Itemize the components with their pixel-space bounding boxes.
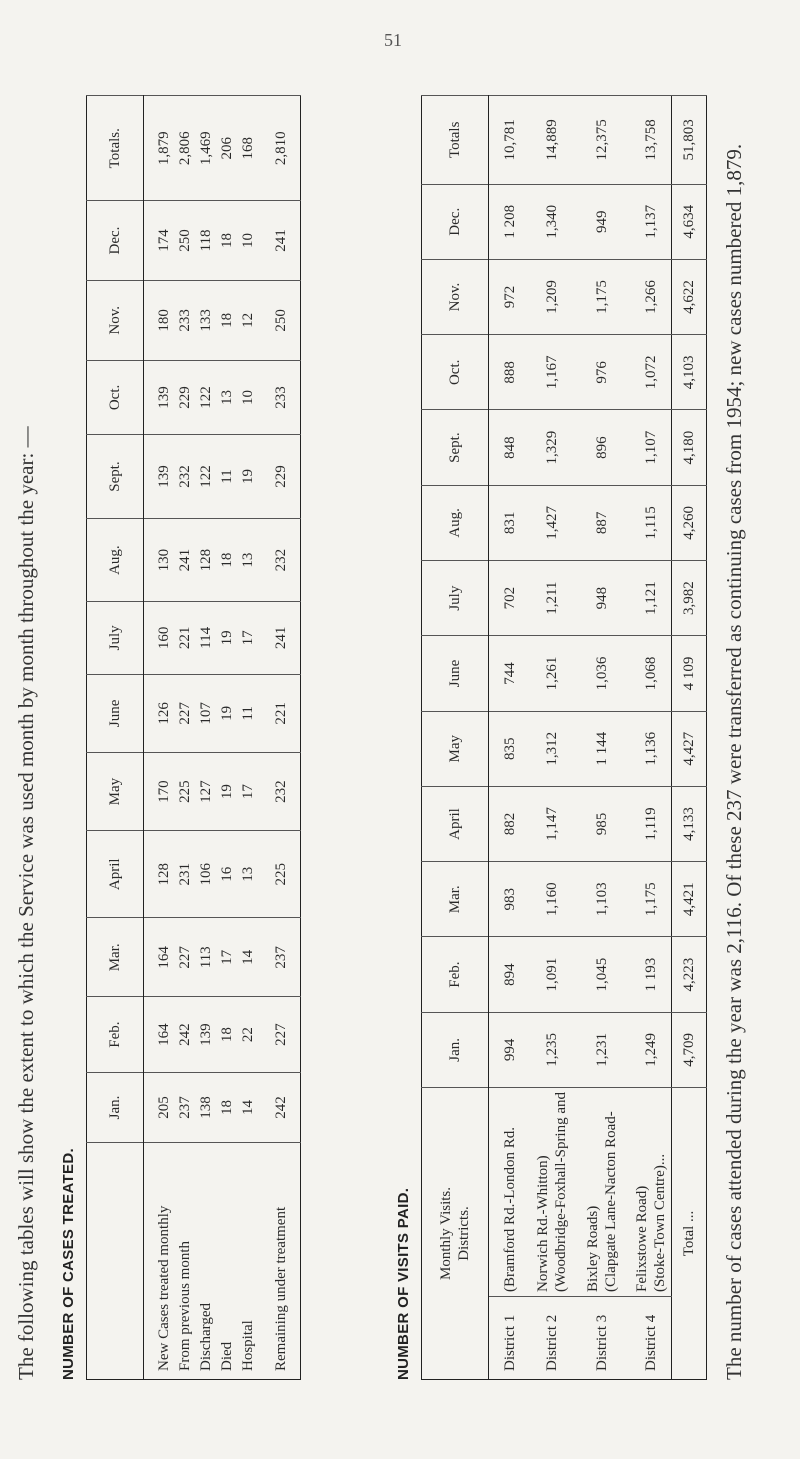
row-label: Remaining under treatment [259, 1143, 301, 1380]
cell: 11 [217, 434, 238, 518]
cell-total: 206 [217, 96, 238, 201]
visits-table [421, 95, 707, 1380]
cell: 848 [489, 410, 532, 485]
visits-col-apr: April [422, 786, 489, 861]
cell: 1,072 [631, 335, 672, 410]
total-cell: 4 109 [672, 636, 707, 711]
visits-heading: NUMBER OF VISITS PAID. [395, 1187, 412, 1380]
cell: 19 [217, 601, 238, 674]
cell: 994 [489, 1012, 532, 1087]
cell: 130 [144, 519, 176, 602]
cell: 133 [196, 280, 217, 361]
cell: 250 [259, 280, 301, 361]
total-cell: 4,103 [672, 335, 707, 410]
cases-col-sep: Sept. [87, 434, 144, 518]
visits-col-jul: July [422, 561, 489, 636]
cell-total: 2,806 [175, 96, 196, 201]
cases-row-hospital [238, 96, 259, 1380]
total-cell: 4,223 [672, 937, 707, 1012]
cell: 127 [196, 752, 217, 830]
cell: 174 [144, 201, 176, 280]
cases-col-may: May [87, 752, 144, 830]
cell: 744 [489, 636, 532, 711]
roads-line: (Bramford Rd.-London Rd. [502, 1127, 518, 1292]
cell: 106 [196, 831, 217, 918]
cell-total: 168 [238, 96, 259, 201]
visits-col-mar: Mar. [422, 862, 489, 937]
total-cell: 4,634 [672, 184, 707, 259]
cell: 250 [175, 201, 196, 280]
cell: 896 [573, 410, 631, 485]
cell: 1,068 [631, 636, 672, 711]
cell-total: 12,375 [573, 96, 631, 185]
cell: 205 [144, 1072, 176, 1142]
cases-col-totals: Totals. [87, 96, 144, 201]
cell: 1,175 [631, 862, 672, 937]
cell-total: 13,758 [631, 96, 672, 185]
visits-header-districts [422, 1087, 489, 1379]
cell: 949 [573, 184, 631, 259]
cell: 241 [175, 519, 196, 602]
cell: 18 [217, 519, 238, 602]
row-label: From previous month [175, 1143, 196, 1380]
cell: 1,136 [631, 711, 672, 786]
cell: 128 [144, 831, 176, 918]
cell: 232 [259, 752, 301, 830]
cell: 1,312 [531, 711, 573, 786]
cell: 231 [175, 831, 196, 918]
visits-col-jun: June [422, 636, 489, 711]
cell: 1 193 [631, 937, 672, 1012]
cell: 1,036 [573, 636, 631, 711]
total-cell: 3,982 [672, 561, 707, 636]
cases-col-apr: April [87, 831, 144, 918]
cell: 1,209 [531, 259, 573, 334]
cell: 1,119 [631, 786, 672, 861]
cell: 221 [259, 674, 301, 752]
rotated-page-content [0, 50, 800, 1430]
roads-line: (Clapgate Lane-Nacton Road- [603, 1111, 619, 1292]
cell: 11 [238, 674, 259, 752]
cell: 22 [238, 997, 259, 1073]
visits-col-jan: Jan. [422, 1012, 489, 1087]
cell: 983 [489, 862, 532, 937]
cell: 17 [217, 918, 238, 997]
cell: 160 [144, 601, 176, 674]
cell: 227 [259, 997, 301, 1073]
page-number: 51 [384, 30, 402, 50]
cell: 1,329 [531, 410, 573, 485]
total-cell: 4,709 [672, 1012, 707, 1087]
visits-col-feb: Feb. [422, 937, 489, 1012]
cell: 1,121 [631, 561, 672, 636]
cell: 122 [196, 361, 217, 435]
total-cell: 4,180 [672, 410, 707, 485]
roads-line: Felixstowe Road) [634, 1185, 650, 1292]
cell: 10 [238, 201, 259, 280]
cell: 1,231 [573, 1012, 631, 1087]
cell: 18 [217, 280, 238, 361]
cell: 164 [144, 918, 176, 997]
row-label: Discharged [196, 1143, 217, 1380]
cell: 122 [196, 434, 217, 518]
cell: 10 [238, 361, 259, 435]
cell: 232 [259, 519, 301, 602]
visits-header-row [422, 96, 489, 1380]
cases-header-blank [87, 1143, 144, 1380]
cell: 882 [489, 786, 532, 861]
cell: 18 [217, 997, 238, 1073]
cell: 225 [175, 752, 196, 830]
cases-row-remaining [259, 96, 301, 1380]
cell-total: 14,889 [531, 96, 573, 185]
cell: 887 [573, 485, 631, 560]
roads-line: (Woodbridge-Foxhall-Spring and [553, 1091, 569, 1292]
cell: 835 [489, 711, 532, 786]
cell: 107 [196, 674, 217, 752]
cell: 702 [489, 561, 532, 636]
district-roads [631, 1087, 672, 1296]
cases-table [86, 95, 301, 1380]
cell: 1,266 [631, 259, 672, 334]
roads-line: Bixley Roads) [585, 1205, 601, 1292]
visits-col-oct: Oct. [422, 335, 489, 410]
cell: 19 [238, 434, 259, 518]
cell: 1,137 [631, 184, 672, 259]
cell: 113 [196, 918, 217, 997]
visits-row-district-1 [489, 96, 532, 1380]
cell: 976 [573, 335, 631, 410]
cases-row-died [217, 96, 238, 1380]
roads-line: (Stoke-Town Centre)... [652, 1153, 668, 1292]
cell: 948 [573, 561, 631, 636]
cell: 229 [175, 361, 196, 435]
district-roads [573, 1087, 631, 1296]
visits-header-sub: Districts. [456, 1206, 472, 1261]
district-roads [531, 1087, 573, 1296]
cases-col-dec: Dec. [87, 201, 144, 280]
cell: 1,147 [531, 786, 573, 861]
visits-row-district-4 [631, 96, 672, 1380]
visits-col-nov: Nov. [422, 259, 489, 334]
cell: 14 [238, 918, 259, 997]
cell: 170 [144, 752, 176, 830]
cell: 1,249 [631, 1012, 672, 1087]
cell: 229 [259, 434, 301, 518]
cell: 18 [217, 201, 238, 280]
cell: 18 [217, 1072, 238, 1142]
cell: 164 [144, 997, 176, 1073]
cell: 1,160 [531, 862, 573, 937]
cell: 180 [144, 280, 176, 361]
visits-col-totals: Totals [422, 96, 489, 185]
cell: 888 [489, 335, 532, 410]
total-cell: 4,622 [672, 259, 707, 334]
cell: 1,261 [531, 636, 573, 711]
cell: 1,103 [573, 862, 631, 937]
cell: 114 [196, 601, 217, 674]
cell: 13 [238, 519, 259, 602]
cell: 1,340 [531, 184, 573, 259]
visits-row-total [672, 96, 707, 1380]
cell: 1,045 [573, 937, 631, 1012]
cases-header-row [87, 96, 144, 1380]
cases-col-aug: Aug. [87, 519, 144, 602]
grand-total-cell: 51,803 [672, 96, 707, 185]
cell: 1,211 [531, 561, 573, 636]
cell: 14 [238, 1072, 259, 1142]
total-cell: 4,133 [672, 786, 707, 861]
cell: 225 [259, 831, 301, 918]
cell: 242 [175, 997, 196, 1073]
cell: 17 [238, 601, 259, 674]
cell: 139 [144, 434, 176, 518]
row-label: Hospital [238, 1143, 259, 1380]
footnote: The number of cases attended during the year was 2,116. Of these 237 were transferred as continuing cases from 1954; new cases numbered 1,879. [722, 143, 746, 1380]
visits-row-district-2 [531, 96, 573, 1380]
cell: 221 [175, 601, 196, 674]
row-label: New Cases treated monthly [144, 1143, 176, 1380]
cell: 233 [175, 280, 196, 361]
total-cell: 4,260 [672, 485, 707, 560]
visits-row-district-3 [573, 96, 631, 1380]
district-label: District 2 [531, 1297, 573, 1380]
cases-col-oct: Oct. [87, 361, 144, 435]
visits-col-dec: Dec. [422, 184, 489, 259]
cell-total: 1,469 [196, 96, 217, 201]
cases-col-jan: Jan. [87, 1072, 144, 1142]
cases-col-feb: Feb. [87, 997, 144, 1073]
cell: 1 208 [489, 184, 532, 259]
cell: 831 [489, 485, 532, 560]
cell: 1,235 [531, 1012, 573, 1087]
cell: 138 [196, 1072, 217, 1142]
cell: 13 [238, 831, 259, 918]
cell: 1,427 [531, 485, 573, 560]
total-cell: 4,421 [672, 862, 707, 937]
cell: 237 [259, 918, 301, 997]
cell: 227 [175, 674, 196, 752]
cases-col-nov: Nov. [87, 280, 144, 361]
cell-total: 10,781 [489, 96, 532, 185]
cell: 118 [196, 201, 217, 280]
cell: 242 [259, 1072, 301, 1142]
cases-heading: NUMBER OF CASES TREATED. [60, 1148, 77, 1380]
cell: 17 [238, 752, 259, 830]
cell: 139 [196, 997, 217, 1073]
cell: 19 [217, 752, 238, 830]
cell: 241 [259, 601, 301, 674]
cell: 894 [489, 937, 532, 1012]
district-label: District 1 [489, 1297, 532, 1380]
cell-total: 1,879 [144, 96, 176, 201]
district-label: District 3 [573, 1297, 631, 1380]
cell: 13 [217, 361, 238, 435]
cell: 1,167 [531, 335, 573, 410]
cell: 19 [217, 674, 238, 752]
cases-col-jun: June [87, 674, 144, 752]
cell: 985 [573, 786, 631, 861]
cell: 237 [175, 1072, 196, 1142]
cell: 139 [144, 361, 176, 435]
visits-header-title: Monthly Visits. [438, 1186, 454, 1280]
district-roads [489, 1087, 532, 1296]
row-label: Died [217, 1143, 238, 1380]
visits-col-may: May [422, 711, 489, 786]
cell: 126 [144, 674, 176, 752]
cell: 233 [259, 361, 301, 435]
total-cell: 4,427 [672, 711, 707, 786]
cell: 1,175 [573, 259, 631, 334]
visits-col-sep: Sept. [422, 410, 489, 485]
cell: 241 [259, 201, 301, 280]
cell: 1,091 [531, 937, 573, 1012]
total-label: Total ... [672, 1087, 707, 1379]
cell: 1,107 [631, 410, 672, 485]
cell: 232 [175, 434, 196, 518]
district-label: District 4 [631, 1297, 672, 1380]
cell: 128 [196, 519, 217, 602]
cases-row-previous [175, 96, 196, 1380]
cell: 12 [238, 280, 259, 361]
cell: 1 144 [573, 711, 631, 786]
cell: 227 [175, 918, 196, 997]
cases-row-new [144, 96, 176, 1380]
intro-text: The following tables will show the extent to which the Service was used month by month throughout the year: — [14, 426, 38, 1380]
cell-total: 2,810 [259, 96, 301, 201]
roads-line: Norwich Rd.-Whitton) [535, 1155, 551, 1292]
cases-row-discharged [196, 96, 217, 1380]
cases-col-mar: Mar. [87, 918, 144, 997]
cell: 16 [217, 831, 238, 918]
visits-col-aug: Aug. [422, 485, 489, 560]
cases-col-jul: July [87, 601, 144, 674]
cell: 972 [489, 259, 532, 334]
cell: 1,115 [631, 485, 672, 560]
